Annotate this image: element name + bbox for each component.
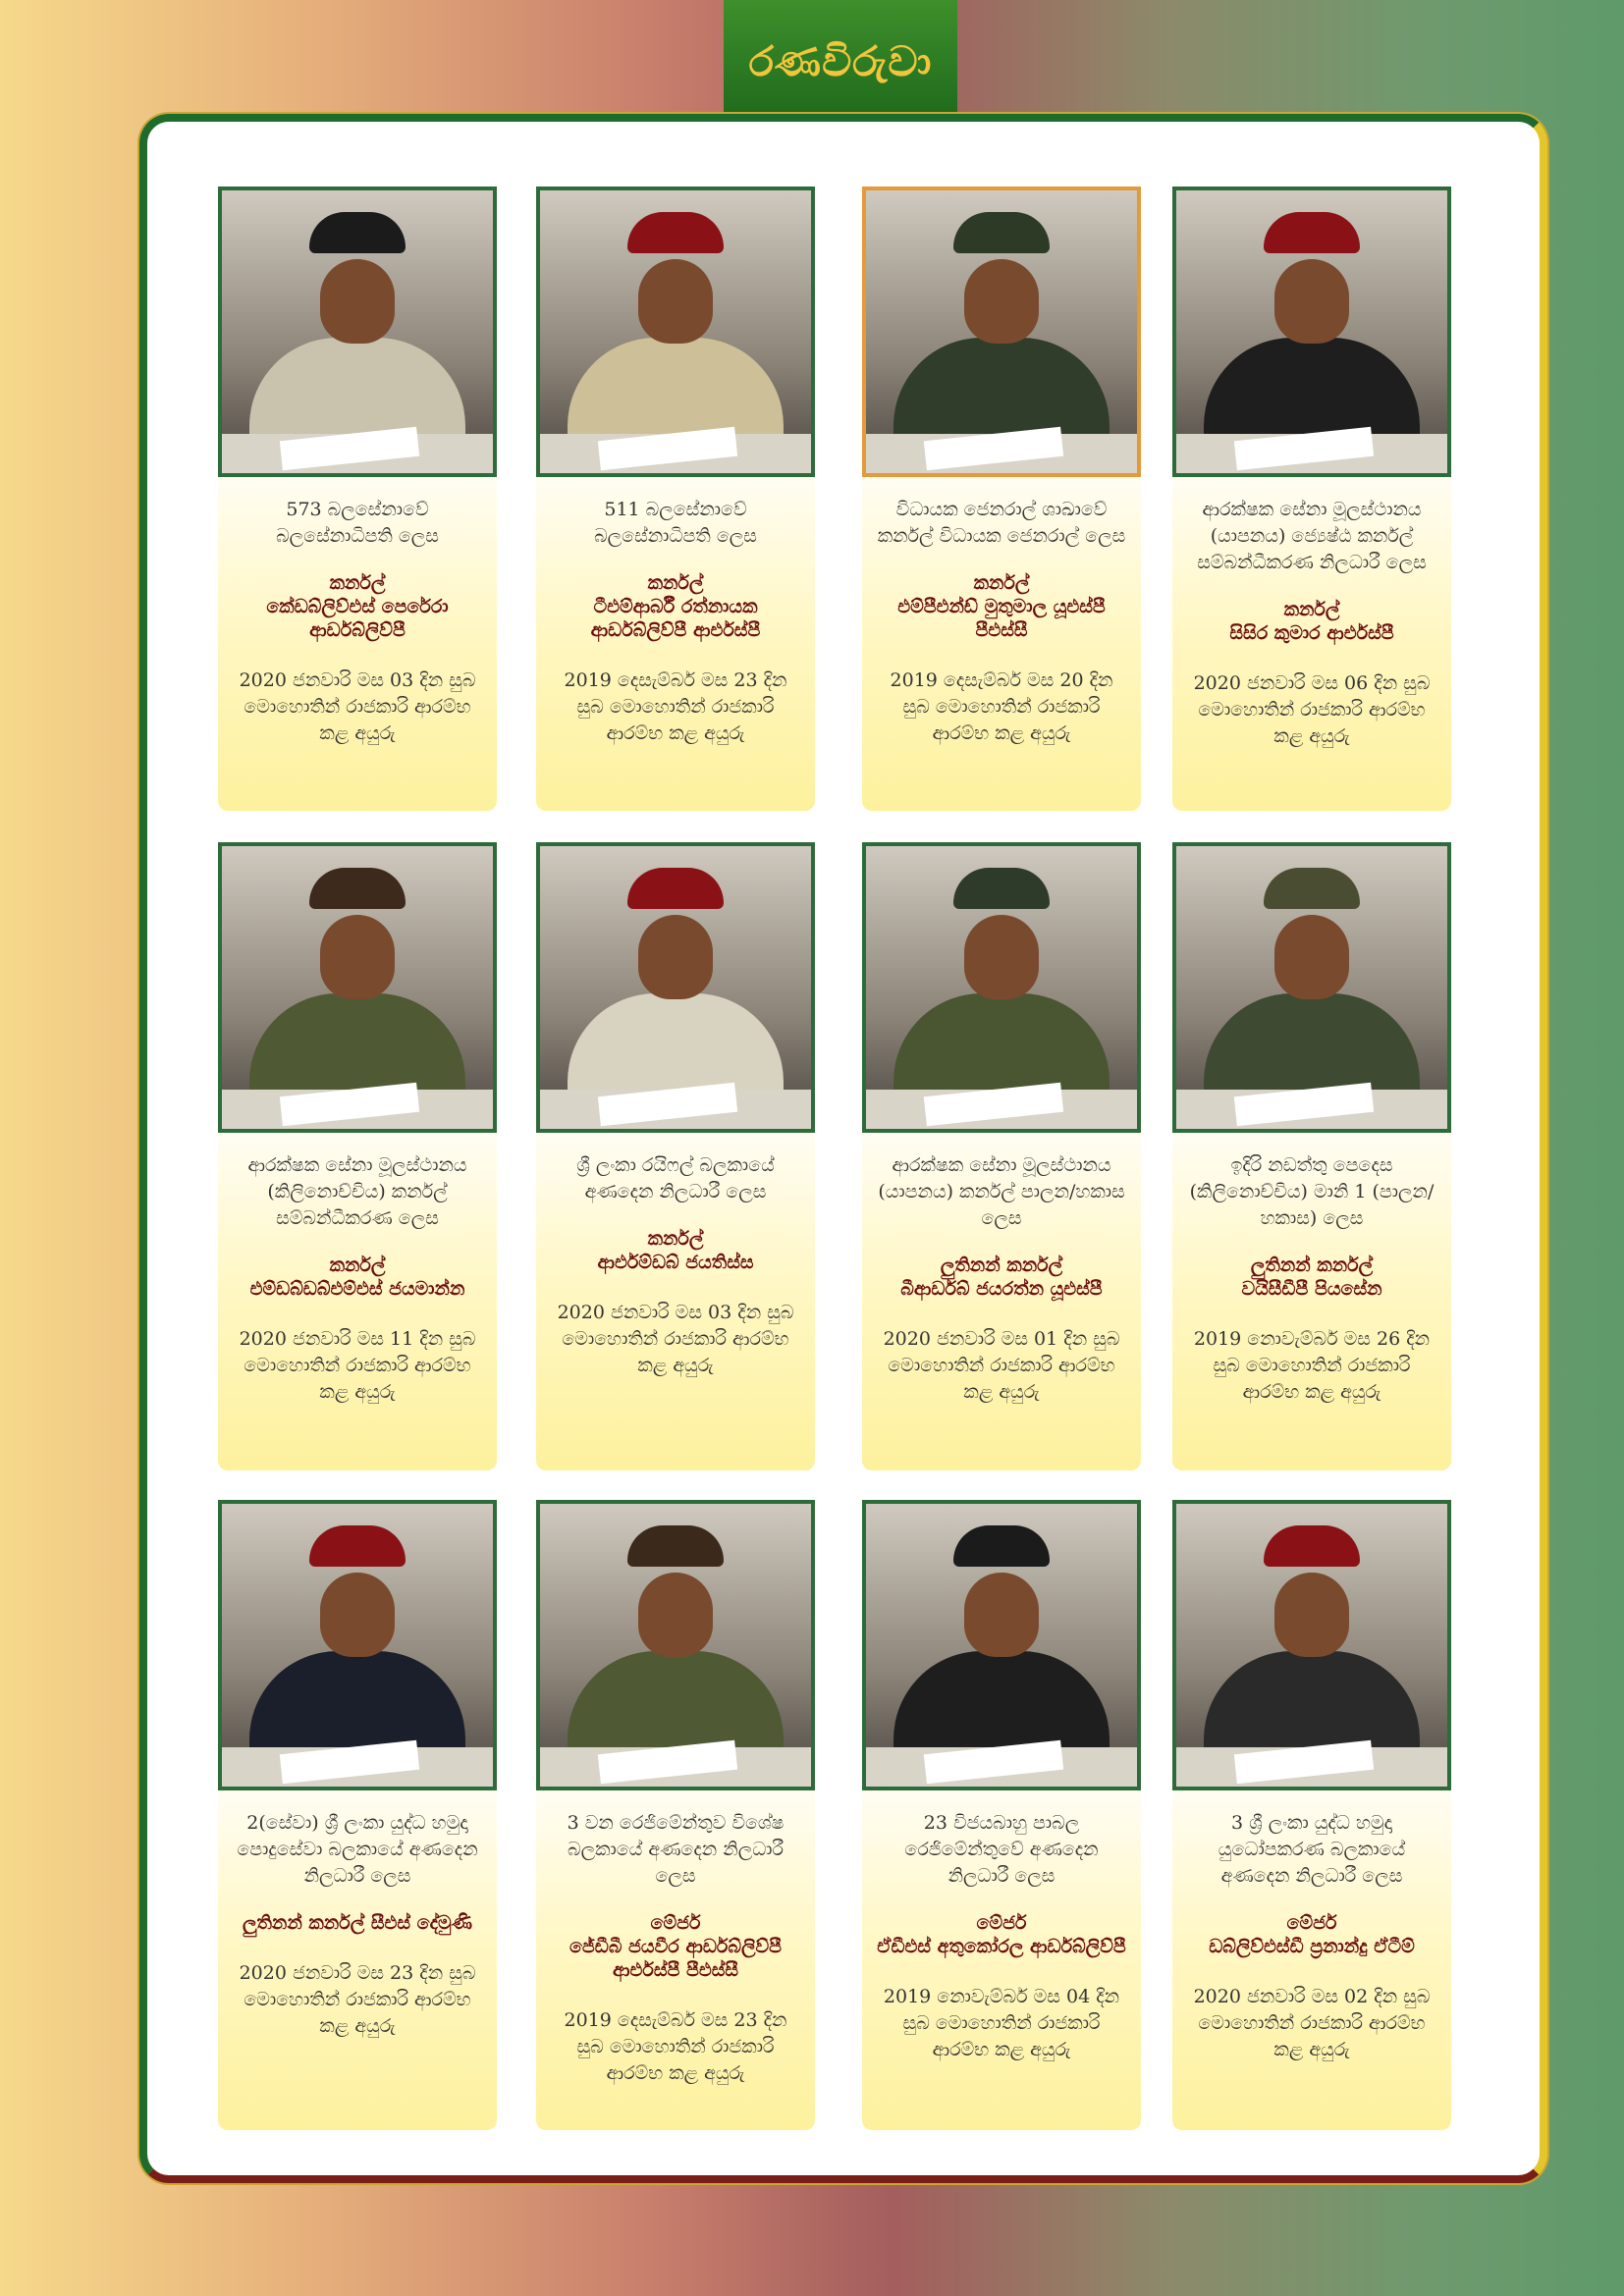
assumption-date: 2019 දෙසැම්බර් මස 20 දින සුබ මොහොතින් රාජකාරි ආරම්භ කළ අයුරු — [890, 669, 1113, 744]
officer-cap — [309, 1525, 406, 1567]
officer-rank: කර්නල් — [647, 1228, 704, 1250]
officer-name: ටීඑම්ආර්බී රත්නායක ආර්ඩබ්ලිව්පී ආර්එස්පී — [590, 596, 761, 641]
officer-name: ඒඩීඑස් අතුකෝරල ආර්ඩබ්ලිව්පී — [877, 1936, 1126, 1957]
officer-name: ආර්එම්ඩබ් ජයතිස්ස — [597, 1252, 754, 1273]
assumption-date: 2020 ජනවාරි මස 01 දින සුබ මොහොතින් රාජකාරි ආරම්භ කළ අයුරු — [883, 1328, 1120, 1403]
officer-face — [320, 259, 395, 344]
officer-face — [1274, 259, 1349, 344]
officer-role: ආරක්ෂක සේනා මූලස්ථානය (කිලිනොච්චිය) කර්නල් සම්බන්ධීකරණ ලෙස — [247, 1154, 467, 1229]
officer-info — [1172, 1790, 1451, 2130]
officer-face — [964, 1573, 1039, 1657]
officer-rank: කර්නල් — [1283, 599, 1340, 620]
officer-role: ඉදිරි නඩත්තු පෙදෙස (කිලිනොච්චිය) මානි 1 (පාලන/හකාස) ලෙස — [1189, 1154, 1435, 1229]
officer-info — [1172, 1133, 1451, 1470]
officer-cap — [627, 212, 724, 253]
assumption-date: 2020 ජනවාරි මස 23 දින සුබ මොහොතින් රාජකාරි ආරම්භ කළ අයුරු — [239, 1962, 476, 2037]
assumption-date: 2020 ජනවාරි මස 02 දින සුබ මොහොතින් රාජකාරි ආරම්භ කළ අයුරු — [1193, 1986, 1431, 2060]
officer-info — [536, 1790, 815, 2130]
officer-face — [638, 259, 713, 344]
officer-rank: කර්නල් — [973, 572, 1030, 594]
officer-role: 3 වන රෙජිමේන්තුව විශේෂ බලකායේ අණදෙන නිලධාරී ලෙස — [567, 1812, 785, 1887]
officer-photo — [536, 187, 815, 477]
officer-info — [862, 477, 1141, 811]
officer-cap — [309, 868, 406, 909]
officer-cap — [1264, 1525, 1360, 1567]
officer-info — [536, 1133, 815, 1470]
assumption-date: 2020 ජනවාරි මස 03 දින සුබ මොහොතින් රාජකාරි ආරම්භ කළ අයුරු — [557, 1302, 794, 1376]
assumption-date: 2020 ජනවාරි මස 03 දින සුබ මොහොතින් රාජකාරි ආරම්භ කළ අයුරු — [239, 669, 476, 744]
masthead — [724, 0, 957, 122]
officer-face — [320, 1573, 395, 1657]
officer-rank: මේජර් — [1286, 1912, 1337, 1934]
officer-name: වයිසීඩීපී පියසේන — [1241, 1278, 1382, 1300]
officer-photo — [218, 842, 497, 1133]
officer-name: ජේඩීබී ජයවීර ආර්ඩබ්ලිව්පී ආර්එස්පී පීඑස්සී — [568, 1936, 783, 1981]
masthead-title: රණවිරුවා — [748, 37, 933, 85]
officer-name: බීආර්ඩබ් ජයරත්න යූඑස්පී — [900, 1278, 1103, 1300]
officer-name: එම්පීඑන්ඩ් මුතුමාල යූඑස්පී පීඑස්සී — [897, 596, 1106, 641]
officer-photo — [862, 1500, 1141, 1790]
assumption-date: 2020 ජනවාරි මස 06 දින සුබ මොහොතින් රාජකාරි ආරම්භ කළ අයුරු — [1193, 672, 1431, 747]
officer-face — [1274, 915, 1349, 999]
officer-info — [862, 1790, 1141, 2130]
officer-photo — [1172, 842, 1451, 1133]
officer-photo — [1172, 1500, 1451, 1790]
officer-cap — [627, 868, 724, 909]
officer-info — [218, 1133, 497, 1470]
officer-face — [964, 915, 1039, 999]
officer-cap — [953, 868, 1050, 909]
assumption-date: 2019 නොවැම්බර් මස 26 දින සුබ මොහොතින් රාජකාරි ආරම්භ කළ අයුරු — [1193, 1328, 1431, 1403]
officer-face — [638, 915, 713, 999]
officer-rank: ලුතිනන් කර්නල් සීඑස් දේමුණි — [242, 1912, 472, 1934]
officer-name: ඩබ්ලිව්එස්ඩී ප්‍රනාන්දු ඒටීම් — [1209, 1936, 1415, 1957]
officer-role: 511 බලසේනාවේ බලසේනාධිපති ලෙස — [594, 499, 757, 547]
officer-rank: කර්නල් — [329, 1255, 386, 1276]
officer-face — [964, 259, 1039, 344]
officer-cap — [309, 212, 406, 253]
officer-name: එම්ඩබ්ඩබ්එම්එස් ජයමාන්න — [249, 1278, 465, 1300]
officer-rank: ලුතිනන් කර්නල් — [940, 1255, 1063, 1276]
officer-role: විධායක ජෙනරාල් ශාඛාවේ කර්නල් විධායක ජෙනරාල් ලෙස — [877, 499, 1126, 547]
officer-photo — [536, 842, 815, 1133]
officer-rank: කර්නල් — [329, 572, 386, 594]
officer-info — [1172, 477, 1451, 811]
officer-name: සිසිර කුමාර ආර්එස්පී — [1229, 622, 1394, 644]
officer-photo — [218, 187, 497, 477]
officer-role: 2(සේවා) ශ්‍රී ලංකා යුද්ධ හමුදා පොදුසේවා බලකායේ අණදෙන නිලධාරී ලෙස — [237, 1812, 478, 1887]
officer-info — [862, 1133, 1141, 1470]
assumption-date: 2019 නොවැම්බර් මස 04 දින සුබ මොහොතින් රාජකාරි ආරම්භ කළ අයුරු — [883, 1986, 1120, 2060]
assumption-date: 2019 දෙසැම්බර් මස 23 දින සුබ මොහොතින් රාජකාරි ආරම්භ කළ අයුරු — [564, 669, 787, 744]
assumption-date: 2020 ජනවාරි මස 11 දින සුබ මොහොතින් රාජකාරි ආරම්භ කළ අයුරු — [239, 1328, 476, 1403]
officer-cap — [1264, 868, 1360, 909]
officer-role: 23 විජයබාහු පාබල රෙජිමේන්තුවේ අණදෙන නිලධාරී ලෙස — [904, 1812, 1099, 1887]
officer-rank: ලුතිනන් කර්නල් — [1250, 1255, 1374, 1276]
officer-photo — [218, 1500, 497, 1790]
officer-role: ආරක්ෂක සේනා මූලස්ථානය (යාපනය) ජ්‍යෙෂ්ඨ කර්නල් සම්බන්ධීකරණ නිලධාරී ලෙස — [1197, 499, 1427, 573]
officer-rank: කර්නල් — [647, 572, 704, 594]
officer-info — [218, 1790, 497, 2130]
officer-role: 3 ශ්‍රී ලංකා යුද්ධ හමුදා යුධෝපකරණ බලකායේ අණදෙන නිලධාරී ලෙස — [1218, 1812, 1406, 1887]
officer-rank: මේජර් — [650, 1912, 701, 1934]
officer-face — [320, 915, 395, 999]
officer-cap — [1264, 212, 1360, 253]
officer-photo — [536, 1500, 815, 1790]
officer-name: කේඩබ්ලිව්එස් පෙරේරා ආර්ඩබ්ලිව්පී — [266, 596, 449, 641]
officer-face — [1274, 1573, 1349, 1657]
officer-role: ශ්‍රී ලංකා රයිෆල් බලකායේ අණදෙන නිලධාරී ලෙස — [576, 1154, 775, 1202]
officer-cap — [953, 1525, 1050, 1567]
officer-info — [536, 477, 815, 811]
assumption-date: 2019 දෙසැම්බර් මස 23 දින සුබ මොහොතින් රාජකාරි ආරම්භ කළ අයුරු — [564, 2009, 787, 2084]
officer-role: ආරක්ෂක සේනා මූලස්ථානය (යාපනය) කර්නල් පාලන/හකාස ලෙස — [878, 1154, 1125, 1229]
officer-photo — [1172, 187, 1451, 477]
officer-rank: මේජර් — [976, 1912, 1027, 1934]
officer-photo — [862, 187, 1141, 477]
officer-info — [218, 477, 497, 811]
officer-cap — [627, 1525, 724, 1567]
officer-face — [638, 1573, 713, 1657]
officer-role: 573 බලසේනාවේ බලසේනාධිපති ලෙස — [276, 499, 439, 547]
officer-cap — [953, 212, 1050, 253]
officer-photo — [862, 842, 1141, 1133]
